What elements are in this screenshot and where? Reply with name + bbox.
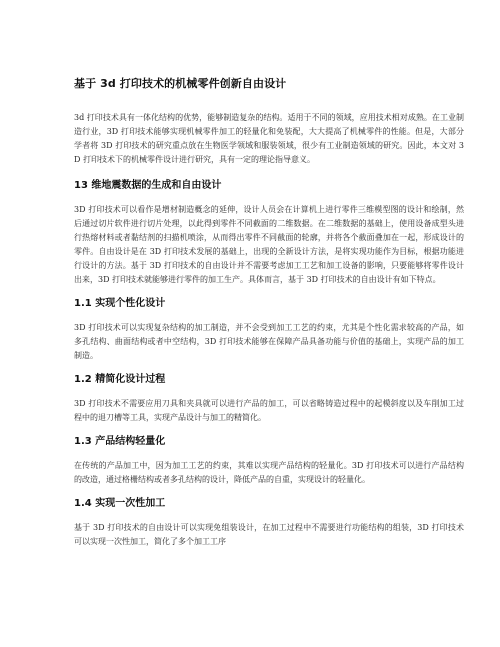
section-paragraph: 3D 打印技术可以看作是增材制造概念的延伸，设计人员会在计算机上进行零件三维模型图的设计和绘制，然后通过切片软件进行切片处理，以此得到零件不同截面的二维数据。在二维数据的基础上，使用设备成型头进行热熔材料或者黏结剂的扫描机喷涂，从而得出零件不同截面的轮廓，并将各个截面叠加在一起，形成设计的零件。自由设计是在 3D 打印技术发展的基础上，出现的全新设计方法，是将实现功能作为目标，根据功能进行设计的方法。基于 3D 打印技术的自由设计并不需要考虑加工工艺和加工设备的影响，只要能够将零件设计出来，3D 打印技术就能够进行零件的加工生产。具体而言，基于 3D 打印技术的自由设计有如下特点。 bbox=[74, 205, 464, 284]
section-heading: 13 维地震数据的生成和自由设计 bbox=[74, 180, 222, 191]
section-paragraph: 在传统的产品加工中，因为加工工艺的约束，其难以实现产品结构的轻量化。3D 打印技术可以进行产品结构的改造，通过格栅结构或者多孔结构的设计，降低产品的自重，实现设计的轻量化。 bbox=[74, 461, 464, 484]
section-paragraph: 3D 打印技术不需要应用刀具和夹具就可以进行产品的加工，可以省略铸造过程中的起模斜度以及车削加工过程中的退刀槽等工具，实现产品设计与加工的精简化。 bbox=[74, 399, 464, 422]
section-paragraph: 基于 3D 打印技术的自由设计可以实现免组装设计，在加工过程中不需要进行功能结构的组装，3D 打印技术可以实现一次性加工，简化了多个加工工序 bbox=[74, 523, 464, 546]
document-title: 基于 3d 打印技术的机械零件创新自由设计 bbox=[74, 77, 287, 90]
section-heading: 1.1 实现个性化设计 bbox=[74, 298, 166, 309]
section-paragraph: 3D 打印技术可以实现复杂结构的加工制造，并不会受到加工工艺的约束，尤其是个性化需求较高的产品，如多孔结构、曲面结构或者中空结构，3D 打印技术能够在保障产品具备功能与价值的基础上，实现产品的加工制造。 bbox=[74, 323, 464, 360]
section-heading: 1.3 产品结构轻量化 bbox=[74, 436, 166, 447]
intro-paragraph: 3d 打印技术具有一体化结构的优势，能够制造复杂的结构。适用于不同的领域，应用技术相对成熟。在工业制造行业，3D 打印技术能够实现机械零件加工的轻量化和免装配，大大提高了机械零件的性能。但是，大部分学者将 3D 打印技术的研究重点放在生物医学领域和服装领域，很少有工业制造领域的研究。因此，本文对 3D 打印技术下的机械零件设计进行研究，具有一定的理论指导意义。 bbox=[74, 113, 464, 164]
section-heading: 1.4 实现一次性加工 bbox=[74, 498, 166, 509]
section-heading: 1.2 精简化设计过程 bbox=[74, 374, 166, 385]
